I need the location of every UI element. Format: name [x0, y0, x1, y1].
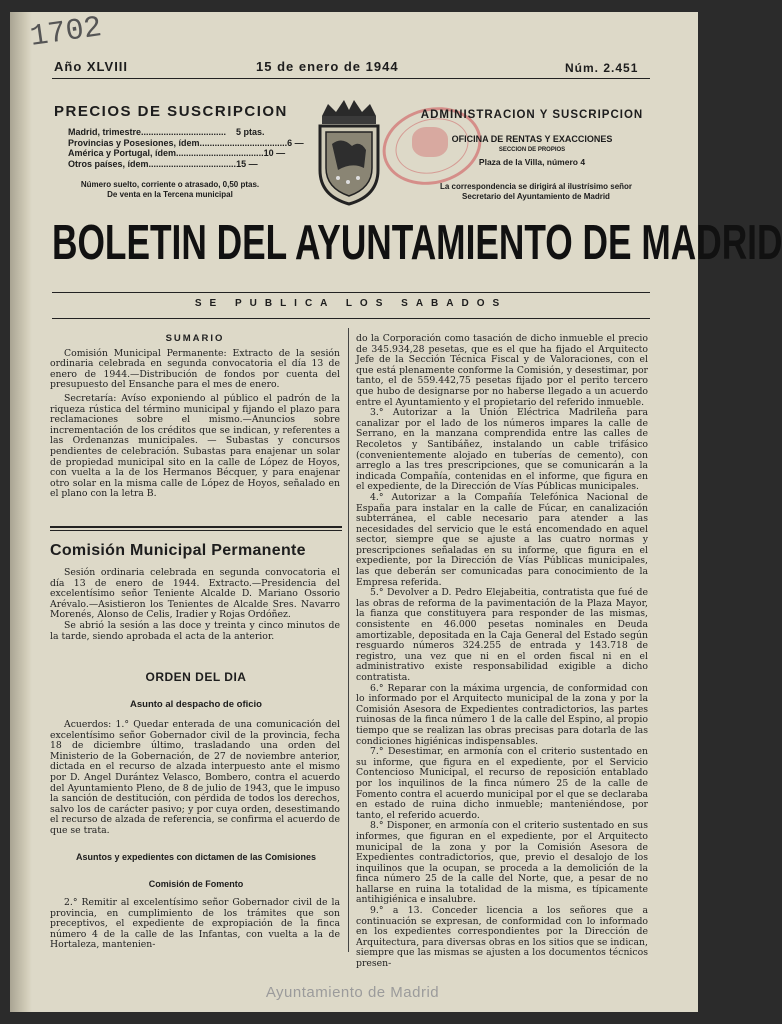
sumario-item: Secretaría: Avíso exponiendo al público el padrón de la riqueza rústica del término municipal y fijando el plazo para reclamaciones sobre el mismo.—Anuncios sobre incrementación de los créditos que se indican, y referentes a las Ordenanzas municipales. — Subastas y concursos pendientes de celebración. Subastas para enajenar un solar de propiedad municipal sito en la calle de López de Hoyos, con vuelta a la de los Hermanos Bécquer, y para enajenar otro solar en la misma calle de López de Hoyos, señalado en el plano con la letra B. [50, 392, 340, 500]
price-row: Otros países, ídem. .................................. 15 — [68, 158, 258, 169]
issue-number: Núm. 2.451 [565, 61, 639, 75]
committee-matters-title: Asuntos y expedientes con dictamen de las Comisiones [75, 852, 317, 862]
agreement-1: Acuerdos: 1.° Quedar enterada de una comunicación del excelentísimo señor Gobernador civil de la provincia, fecha 18 de diciembre último, trasladando una orden del Ministerio de la Gobernación, de 27 de noviembre anterior, dictada en el recurso de alzada interpuesto ante el mismo por D. Angel Durántez Velasco, Bombero, contra el acuerdo del Ayuntamiento Pleno, de 8 de julio de 1943, que le impuso la sanción de destitución, con pérdida de todos los derechos, salvo los de carácter pasivo; y por cuya orden, desestimando el recurso de alzada de referencia, se confirma el acuerdo de que se trata. [50, 719, 340, 836]
paragraph: 3.° Autorizar a la Unión Eléctrica Madrileña para canalizar por el lado de los números impares la calle de Serrano, en la manzana comprendida entre las calles de Recoletos y Santibáñez, instalando un cable trifásico (convenientemente alojado en tuberías de cemento), con arreglo a las tres prescripciones, que se comunicarán a la indicada Compañía, contenidas en el informe, que figura en el expediente, de la Dirección de Vías Públicas municipales. [356, 407, 648, 493]
sumario-item: Comisión Municipal Permanente: Extracto de la sesión ordinaria celebrada en segunda convocatoria el día 13 de enero de 1944.—Distribución de fondos por cuenta del presupuesto del Ensanche para el mes de enero. [50, 347, 340, 391]
sale-note: De venta en la Tercena municipal [107, 190, 233, 199]
session-opening: Se abrió la sesión a las doce y treinta y cinco minutos de la tarde, siendo aprobada el acta de la anterior. [50, 619, 340, 642]
right-column [356, 334, 648, 970]
footer-watermark: Ayuntamiento de Madrid [265, 984, 440, 1001]
correspondence-note: La correspondencia se dirigirá al ilustrísimo señor Secretario del Ayuntamiento de Madrid [439, 182, 633, 201]
price-list [68, 127, 304, 169]
subtitle-rule [52, 318, 650, 319]
office-name: OFICINA DE RENTAS Y EXACCIONES [451, 134, 613, 144]
office-address: Plaza de la Villa, número 4 [478, 157, 586, 167]
agreement-2: 2.° Remitir al excelentísimo señor Gobernador civil de la provincia, en cumplimiento de los trámites que son preceptivos, el expediente de expropiación de la finca número 4 de la calle de las Infantas, con vuelta a la de Hortaleza, mantenien- [50, 897, 340, 951]
left-column [50, 334, 340, 500]
price-row: Provincias y Posesiones, ídem. .................................. 6 — [68, 137, 304, 148]
paragraph: 4.° Autorizar a la Compañía Telefónica Nacional de España para instalar en la calle de Fúcar, en canalización subterránea, el cable necesario para atender a las necesidades del servicio que le está encomendado en aquel sector, siempre que se ajuste a las cuatro normas y prescripciones señaladas en su informe, que figura en el expediente, por la Dirección de Vías Públicas municipales, las que deberán ser comunicadas para conocimiento de la Empresa referida. [356, 491, 648, 588]
newspaper-page [10, 11, 782, 1012]
administration-title: ADMINISTRACION Y SUSCRIPCION [420, 109, 644, 121]
session-block [50, 568, 340, 642]
office-matters-title: Asunto al despacho de oficio [130, 699, 262, 710]
paragraph: 7.° Desestimar, en armonía con el criterio sustentado en su informe, que figura en el expediente, por el Servicio Contencioso Municipal, el recurso de reposición entablado por los inquilinos de la finca número 25 de la calle de Fomento contra el acuerdo municipal por el que se declaraba en estado de ruina dicho inmueble; manteniéndose, por tanto, el referido acuerdo. [356, 746, 648, 821]
single-issue-note: Número suelto, corriente o atrasado, 0,50 ptas. [80, 180, 260, 189]
sumario-rule [50, 530, 342, 531]
masthead-rule [52, 292, 650, 293]
price-row: América y Portugal, ídem. .................................. 10 — [68, 148, 286, 158]
page-spine [10, 12, 32, 1012]
paragraph: do la Corporación como tasación de dicho inmueble el precio de 345.934,28 pesetas, que es el que ha fijado el Arquitecto Jefe de la Sección Técnica Fiscal y de Valoraciones, con el que está plenamente conforme la Comisión, y desestimar, por tanto, el de 559.442,75 pesetas fijado por el perito tercero que hubo de designarse por no haberse llegado a un acuerdo entre el Ayuntamiento y el propietario del referido inmueble. [356, 333, 648, 408]
paragraph: 8.° Disponer, en armonía con el criterio sustentado en sus informes, que figuran en el expediente, por el Arquitecto municipal de la zona y por la Comisión Asesora de Expedientes contradictorios, que, previo el desalojo de los inquilinos que la ocupan, se proceda a la demolición de la finca número 25 de la calle del Norte, que, a pesar de no hallarse en ruina la totalidad de la misma, es típicamente antihigiénica e insalubre. [356, 820, 648, 906]
session-extract: Sesión ordinaria celebrada en segunda convocatoria el día 13 de enero de 1944. Extracto.—Presidencia del excelentísimo señor Teniente Alcalde D. Mariano Ossorio Arévalo.—Asistieron los Tenientes de Alcalde Sres. Navarro Morenés, Alonso de Celis, Iradier y Rojas Ordóñez. [50, 567, 340, 621]
price-row: Madrid, trimestre .................................. 5 ptas. [68, 127, 265, 137]
coat-of-arms-icon [308, 98, 390, 208]
section-title: Comisión Municipal Permanente [50, 542, 306, 559]
sumario-title: SUMARIO [165, 333, 225, 344]
agenda-title: ORDEN DEL DIA [145, 670, 247, 684]
issue-date: 15 de enero de 1944 [256, 59, 399, 74]
office-section: SECCION DE PROPIOS [498, 147, 566, 153]
paragraph: 5.° Devolver a D. Pedro Elejabeitia, contratista que fué de las obras de reforma de la pavimentación de la Plaza Mayor, la fianza que constituyera para responder de las mismas, consistente en 46.000 pesetas nominales en Deuda amortizable, depositada en la Caja General del Estado según resguardo números 324.255 de entrada y 143.718 de registro, una vez que ni en el orden fiscal ni en el administrativo existe responsabilidad exigible a dicho contratista. [356, 587, 648, 683]
sumario-rule [50, 526, 342, 528]
paragraph: 6.° Reparar con la máxima urgencia, de conformidad con lo informado por el Arquitecto municipal de la zona y por la Comisión Asesora de Expedientes contradictorios, las partes ruinosas de la finca número 1 de la calle del Espino, al propio tiempo que se realizan las obras precisas para dotarla de las condiciones higiénicas indispensables. [356, 682, 648, 747]
column-divider [348, 328, 349, 952]
masthead-title: BOLETIN DEL AYUNTAMIENTO DE MADRID [52, 216, 782, 270]
publication-note: SE PUBLICA LOS SABADOS [194, 298, 508, 309]
fomento-title: Comisión de Fomento [148, 879, 244, 889]
year-label: Año XLVIII [54, 59, 129, 74]
paragraph: 9.° a 13. Conceder licencia a los señores que a continuación se expresan, de conformidad con lo informado en los expedientes correspondientes por la Dirección de Arquitectura, para diversas obras en los sitios que se indican, siempre que las mismas se ajusten a los documentos técnicos presen- [356, 905, 648, 970]
subscription-title: PRECIOS DE SUSCRIPCION [54, 103, 288, 120]
handwritten-number: 1702 [27, 11, 105, 55]
top-rule [52, 78, 650, 79]
